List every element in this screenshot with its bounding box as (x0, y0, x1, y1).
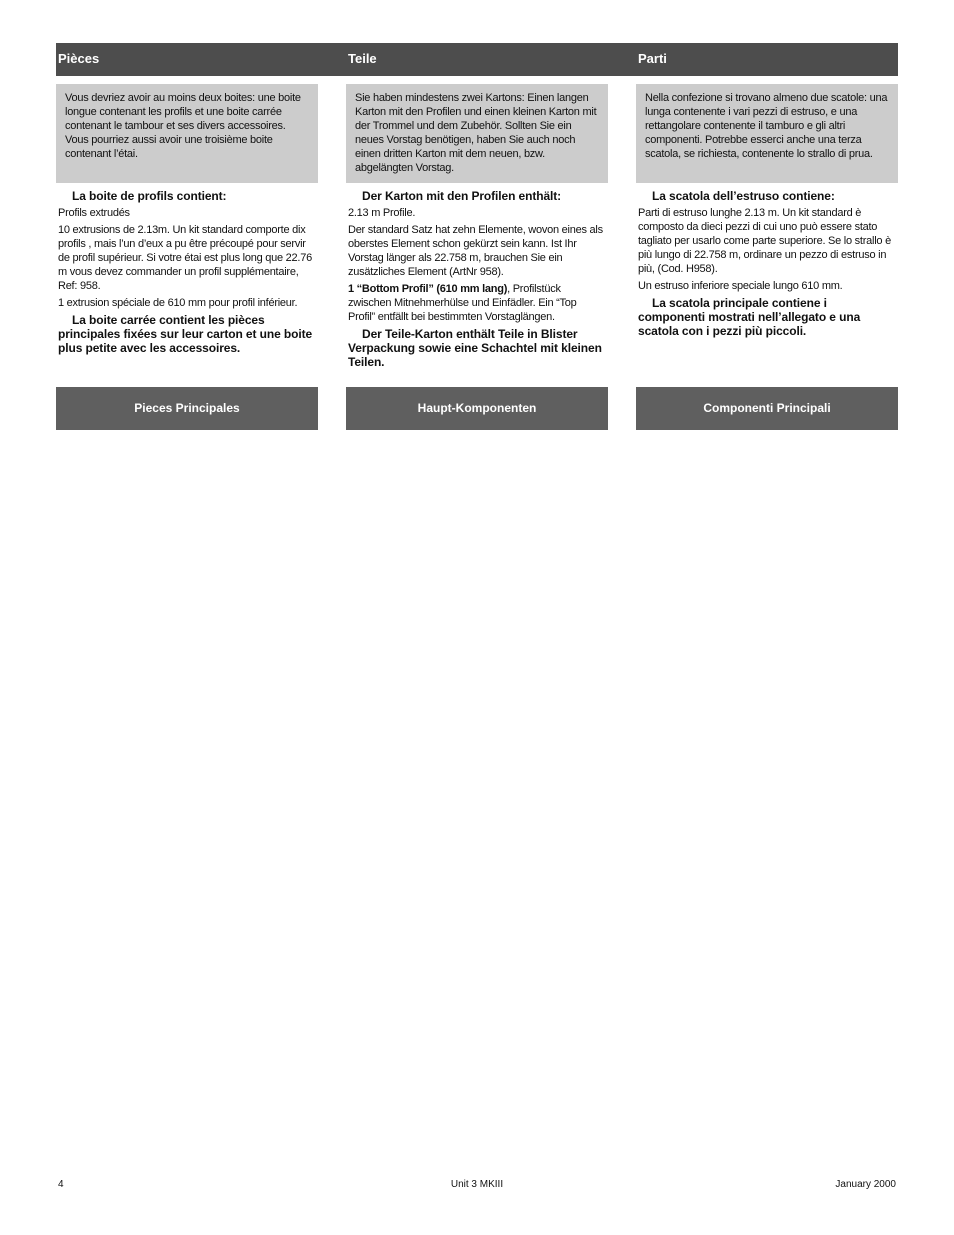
header-bar (56, 43, 898, 76)
intro-box-italian: Nella confezione si trovano almeno due scatole: una lunga contenente i vari pezzi di estruso, e una rettangolare contenente il tamburo e gli altri componenti. Potrebbe esserci anche una terza scatola, se richiesta, contenente lo strallo di prua. (636, 84, 898, 183)
header-german: Teile (348, 51, 377, 66)
bold-paragraph-italian: La scatola principale contiene i componenti mostrati nell’allegato e una scatola con i pezzi più piccoli. (638, 296, 861, 338)
header-italian: Parti (638, 51, 667, 66)
body-german (346, 183, 608, 369)
column-french (56, 84, 318, 358)
body-italian (636, 183, 898, 338)
paragraph-italian-2: Un estruso inferiore speciale lungo 610 mm. (638, 280, 843, 292)
section-main-parts-french: Pieces Principales (56, 387, 318, 430)
paragraph-french-2: 10 extrusions de 2.13m. Un kit standard comporte dix profils , mais l’un d’eux a pu être précoupé pour servir de profil supérieur. Si votre étai est plus long que 22.76 m vous devez commander un profil supplémentaire, Ref: 958. (58, 224, 312, 292)
header-french: Pièces (58, 51, 100, 66)
footer-date: January 2000 (835, 1179, 896, 1190)
heading-italian: La scatola dell’estruso contiene: (652, 189, 835, 203)
footer-page-number: 4 (58, 1179, 64, 1190)
paragraph-french-1: Profils extrudés (58, 207, 130, 219)
heading-german: Der Karton mit den Profilen enthält: (362, 189, 562, 203)
paragraph-italian-1: Parti di estruso lunghe 2.13 m. Un kit standard è composto da dieci pezzi di cui uno può essere stato tagliato per usarlo come parte superiore. Se lo strallo è più lungo di 22.758 m, ordinare un pezzo di estruso in più, (Cod. H958). (638, 207, 891, 275)
footer-title: Unit 3 MKIII (450, 1179, 504, 1190)
body-french (56, 183, 318, 355)
intro-box-french: Vous devriez avoir au moins deux boites: une boite longue contenant les profils et une boite carrée contenant le tambour et ses divers accessoires. Vous pourriez aussi avoir une troisième boite contenant l’étai. (56, 84, 318, 183)
intro-box-german: Sie haben mindestens zwei Kartons: Einen langen Karton mit den Profilen und einen kleinen Karton mit der Trommel und dem Zubehör. Sollten Sie ein neues Vorstag benötigen, haben Sie auch noch einen dritten Karton mit dem neuen, bzw. abgelängten Vorstag. (346, 84, 608, 183)
bold-paragraph-german: Der Teile-Karton enthält Teile in Blister Verpackung sowie eine Schachtel mit kleinen Teilen. (348, 327, 602, 369)
column-german (346, 84, 608, 372)
paragraph-german-1: 2.13 m Profile. (348, 207, 416, 219)
bottom-profile-text: , Profilstück zwischen Mitnehmerhülse und Einfädler. Ein “Top Profil” entfällt bei bestimmten Vorstaglängen. (348, 283, 577, 323)
paragraph-german-2: Der standard Satz hat zehn Elemente, wovon eines als oberstes Element schon gekürzt sein kann. Ist Ihr Vorstag länger als 22.758 m, brauchen Sie ein zusätzliches Element (ArtNr 958). (348, 224, 603, 278)
section-main-parts-italian: Componenti Principali (636, 387, 898, 430)
bold-paragraph-french: La boite carrée contient les pièces principales fixées sur leur carton et une boite plus petite avec les accessoires. (58, 313, 313, 355)
column-italian (636, 84, 898, 341)
heading-french: La boite de profils contient: (72, 189, 227, 203)
paragraph-german-3 (348, 282, 606, 324)
section-main-parts-german: Haupt-Komponenten (346, 387, 608, 430)
bottom-profile-label: 1 “Bottom Profil” (610 mm lang) (348, 283, 508, 295)
paragraph-french-3: 1 extrusion spéciale de 610 mm pour profil inférieur. (58, 297, 298, 309)
